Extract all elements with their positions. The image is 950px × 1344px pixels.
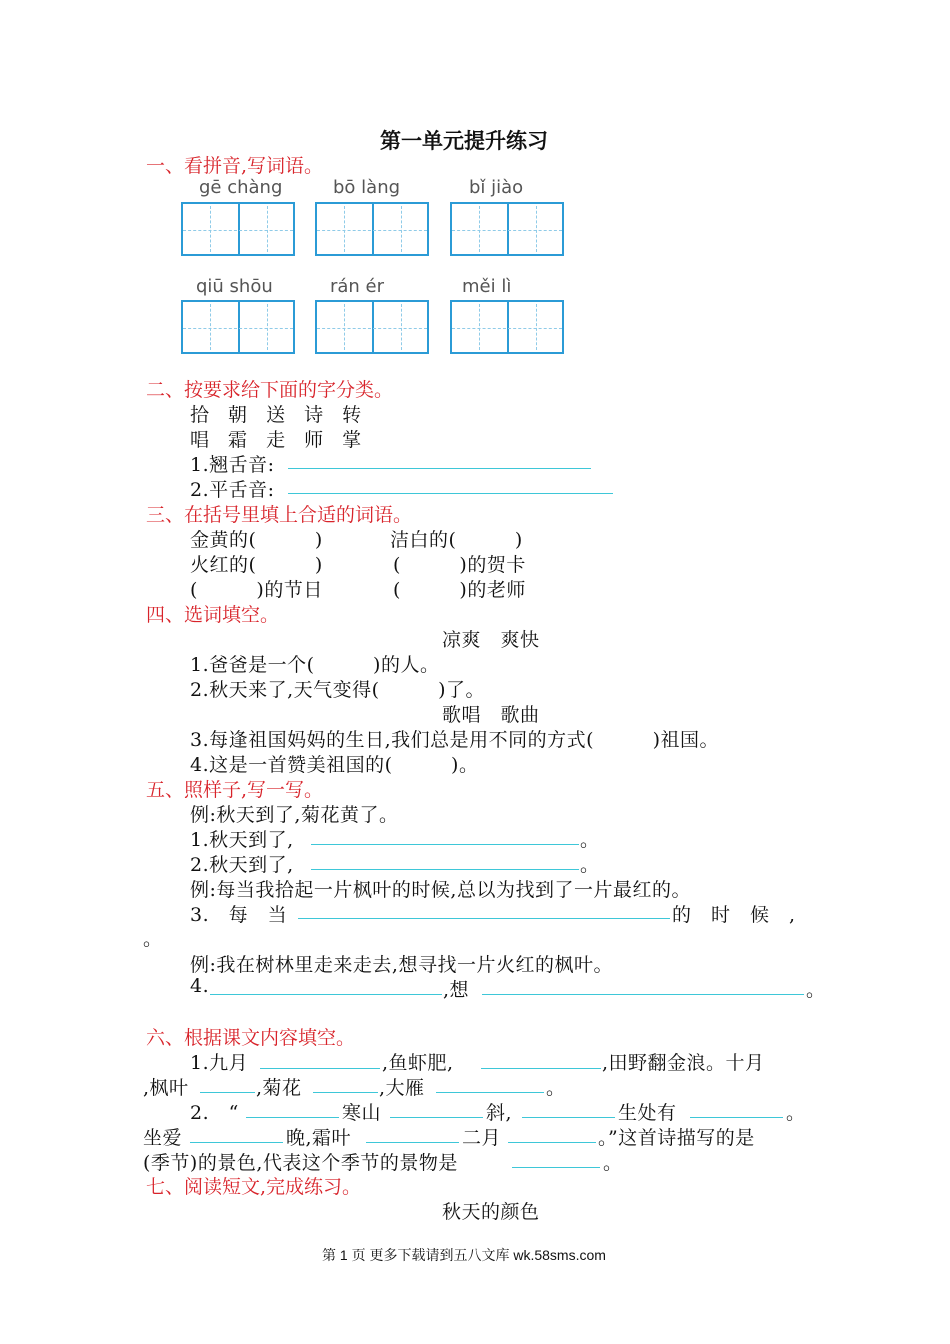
q5-1-label: 1.秋天到了, [190,829,294,851]
writing-box[interactable] [450,202,564,256]
pinyin-5: rán ér [330,276,385,297]
q4-1: 1.爸爸是一个( )的人。 [190,654,440,676]
answer-line[interactable] [246,1117,339,1118]
section-7-heading: 七、阅读短文,完成练习。 [146,1176,362,1198]
fill-item: ( )的老师 [393,579,526,601]
example-2: 例:每当我拾起一片枫叶的时候,总以为找到了一片最红的。 [190,879,691,901]
answer-line[interactable] [482,994,804,995]
q6-text: (季节)的景色,代表这个季节的景物是 [143,1152,458,1174]
section-6-heading: 六、根据课文内容填空。 [146,1027,356,1049]
q6-text: 。 [546,1077,566,1099]
writing-box[interactable] [181,300,295,354]
q6-text: ,鱼虾肥, [382,1052,454,1074]
pinyin-3: bǐ jiào [469,177,524,198]
q2-2-label: 2.平舌音: [190,479,275,501]
q6-text: 1.九月 [190,1052,249,1074]
q6-text: 2. “ [190,1102,239,1124]
q6-text: 生处有 [618,1102,677,1124]
word-choices-1: 凉爽 爽快 [442,629,540,651]
q6-text: 。 [786,1102,806,1124]
writing-grid-row-2 [181,300,565,356]
pinyin-2: bō làng [333,177,401,198]
answer-line[interactable] [190,1142,283,1143]
q6-text: 晚,霜叶 [286,1127,352,1149]
q6-text: ,枫叶 [143,1077,189,1099]
answer-line[interactable] [288,468,591,469]
period: 。 [580,854,600,876]
chars-line-1: 拾 朝 送 诗 转 [190,404,362,426]
answer-line[interactable] [390,1117,483,1118]
writing-box[interactable] [450,300,564,354]
q4-3: 3.每逢祖国妈妈的生日,我们总是用不同的方式( )祖国。 [190,729,719,751]
period: 。 [806,979,826,1001]
answer-line[interactable] [690,1117,783,1118]
answer-line[interactable] [522,1117,615,1118]
writing-grid-row-1 [181,202,565,258]
page-footer: 第 1 页 更多下载请到五八文库 wk.58sms.com [322,1247,606,1263]
fill-item: 金黄的( ) [190,529,323,551]
q6-text: 。 [603,1152,623,1174]
answer-line[interactable] [366,1142,459,1143]
answer-line[interactable] [260,1068,380,1069]
answer-line[interactable] [436,1092,544,1093]
period: 。 [143,928,163,950]
answer-line[interactable] [508,1142,596,1143]
answer-line[interactable] [288,493,613,494]
q5-4-label: 4. [190,975,210,997]
fill-item: 洁白的( ) [390,529,523,551]
example-1: 例:秋天到了,菊花黄了。 [190,804,399,826]
q6-text: ,菊花 [256,1077,302,1099]
q6-text: 二月 [462,1127,502,1149]
q5-4-mid: ,想 [443,979,470,1001]
pinyin-4: qiū shōu [196,276,273,297]
q6-text: 坐爱 [143,1127,183,1149]
answer-line[interactable] [311,844,579,845]
pinyin-1: gē chàng [199,177,283,198]
answer-line[interactable] [200,1092,255,1093]
q4-4: 4.这是一首赞美祖国的( )。 [190,754,479,776]
q6-text: 斜, [486,1102,513,1124]
example-3: 例:我在树林里走来走去,想寻找一片火红的枫叶。 [190,954,613,976]
word-choices-2: 歌唱 歌曲 [442,704,540,726]
writing-box[interactable] [181,202,295,256]
passage-title: 秋天的颜色 [442,1201,540,1223]
section-3-heading: 三、在括号里填上合适的词语。 [146,504,413,526]
chars-line-2: 唱 霜 走 师 掌 [190,429,362,451]
fill-item: ( )的节日 [190,579,323,601]
q6-text: 寒山 [342,1102,382,1124]
answer-line[interactable] [210,994,442,995]
section-2-heading: 二、按要求给下面的字分类。 [146,379,394,401]
section-4-heading: 四、选词填空。 [146,604,280,626]
q5-3-tail: 的 时 候 , [672,904,796,926]
q6-text: ,田野翻金浪。十月 [602,1052,765,1074]
section-1-heading: 一、看拼音,写词语。 [146,155,324,177]
pinyin-6: měi lì [462,276,512,297]
answer-line[interactable] [313,1092,378,1093]
answer-line[interactable] [481,1068,601,1069]
q6-text: ,大雁 [379,1077,425,1099]
writing-box[interactable] [315,202,429,256]
q6-text: 。”这首诗描写的是 [598,1127,755,1149]
q2-1-label: 1.翘舌音: [190,454,275,476]
fill-item: 火红的( ) [190,554,323,576]
answer-line[interactable] [298,918,670,919]
section-5-heading: 五、照样子,写一写。 [146,779,324,801]
fill-item: ( )的贺卡 [393,554,526,576]
q4-2: 2.秋天来了,天气变得( )了。 [190,679,485,701]
q5-3-label: 3. 每 当 [190,904,288,926]
answer-line[interactable] [512,1167,600,1168]
q5-2-label: 2.秋天到了, [190,854,294,876]
answer-line[interactable] [311,869,579,870]
writing-box[interactable] [315,300,429,354]
period: 。 [580,829,600,851]
page-title: 第一单元提升练习 [380,128,548,153]
